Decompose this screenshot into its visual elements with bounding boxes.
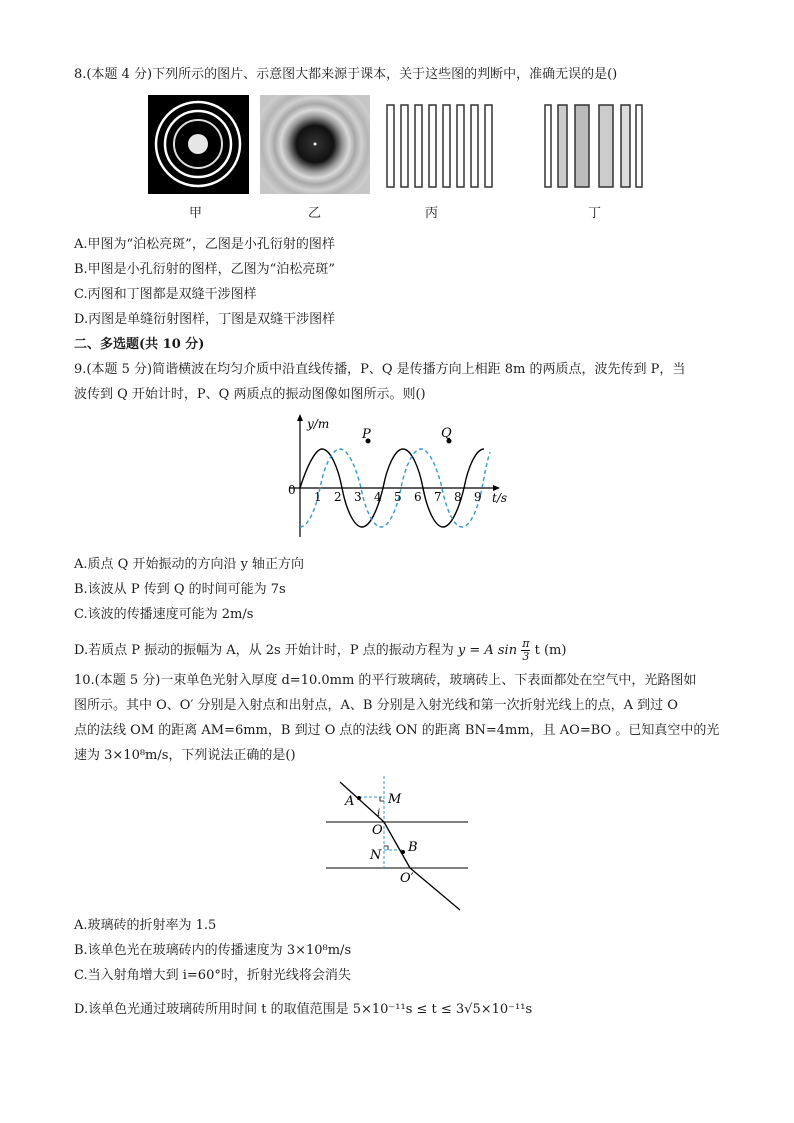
q8-option-d: D.丙图是单缝衍射图样，丁图是双缝干涉图样 [74,312,336,327]
tick-6: 6 [414,490,422,504]
q10-stem-line4: 速为 3×10⁸m/s，下列说法正确的是() [74,748,296,763]
q8-option-c: C.丙图和丁图都是双缝干涉图样 [74,287,257,302]
formula-fraction [521,638,530,663]
tick-8: 8 [454,490,462,504]
tick-7: 7 [434,490,442,504]
caption-yi: 乙 [308,206,322,221]
q10-option-b: B.该单色光在玻璃砖内的传播速度为 3×10⁸m/s [74,943,352,958]
point-a [357,796,361,800]
formula-rhs: t (m) [534,643,567,658]
x-tick-labels [314,490,482,504]
tick-9: 9 [474,490,482,504]
caption-ding: 丁 [588,206,602,221]
label-n: N [370,848,382,863]
figure-bing-fringes [385,104,497,188]
q9-stem-line1: 9.(本题 5 分)简谐横波在均匀介质中沿直线传播，P、Q 是传播方向上相距 8m 的两质点，波先传到 P，当 [74,362,686,377]
q9-option-d-text: D.若质点 P 振动的振幅为 A，从 2s 开始计时，P 点的振动方程为 [74,643,454,658]
section-title: 二、多选题(共 10 分) [74,337,205,352]
point-b [401,850,405,854]
figure-ding-fringes [543,104,645,188]
tick-2: 2 [334,490,342,504]
q8-stem: 8.(本题 4 分)下列所示的图片、示意图大都来源于课本，关于这些图的判断中，准确无误的是() [74,67,618,82]
label-b: B [408,840,418,855]
tick-5: 5 [394,490,402,504]
figure-jia-poisson-spot [148,95,249,194]
origin-label: 0 [288,483,296,497]
q10-optics-diagram [324,772,470,912]
label-i: i [377,808,381,819]
q10-stem-line3: 点的法线 OM 的距离 AM=6mm，B 到过 O 点的法线 ON 的距离 BN=4mm，且 AO=BO 。已知真空中的光 [74,723,720,738]
figure-yi-diffraction [260,95,370,194]
formula-denominator: 3 [522,650,530,663]
label-q: Q [441,426,452,441]
q9-stem-line2: 波传到 Q 开始计时，P、Q 两质点的振动图像如图所示。则() [74,387,426,402]
q9-option-c: C.该波的传播速度可能为 2m/s [74,607,254,622]
q10-option-a: A.玻璃砖的折射率为 1.5 [74,918,217,933]
tick-1: 1 [314,490,322,504]
label-p: P [362,427,371,442]
q8-option-b: B.甲图是小孔衍射的图样，乙图为“泊松亮斑” [74,262,335,277]
x-axis-label: t/s [492,491,508,505]
q8-option-a: A.甲图为“泊松亮斑”，乙图是小孔衍射的图样 [74,237,335,252]
q9-option-d-formula [458,638,567,663]
q9-option-a: A.质点 Q 开始振动的方向沿 y 轴正方向 [74,557,305,572]
tick-3: 3 [354,490,362,504]
label-o-prime: O′ [400,871,414,886]
caption-jia: 甲 [189,206,203,221]
label-o: O [372,823,383,838]
caption-bing: 丙 [425,206,439,221]
formula-numerator: π [522,637,530,650]
q10-option-d: D.该单色光通过玻璃砖所用时间 t 的取值范围是 5×10⁻¹¹s ≤ t ≤ 3√5×10⁻¹¹s [74,1002,533,1017]
q10-stem-line2: 图所示。其中 O、O′ 分别是入射点和出射点，A、B 分别是入射光线和第一次折射光线上的点，A 到过 O [74,698,678,713]
formula-lhs: y = A sin [457,643,518,658]
emergent-ray [410,868,460,910]
q10-stem-line1: 10.(本题 5 分)一束单色光射入厚度 d=10.0mm 的平行玻璃砖，玻璃砖上、下表面都处在空气中，光路图如 [74,673,697,688]
q9-option-d [74,638,566,663]
q9-option-b: B.该波从 P 传到 Q 的时间可能为 7s [74,582,286,597]
tick-4: 4 [374,490,382,504]
q9-vibration-graph [282,412,518,542]
label-a: A [345,794,355,809]
label-m: M [388,792,402,807]
q10-option-c: C.当入射角增大到 i=60°时，折射光线将会消失 [74,968,351,983]
refracted-ray [384,822,410,868]
y-axis-label: y/m [307,417,330,431]
